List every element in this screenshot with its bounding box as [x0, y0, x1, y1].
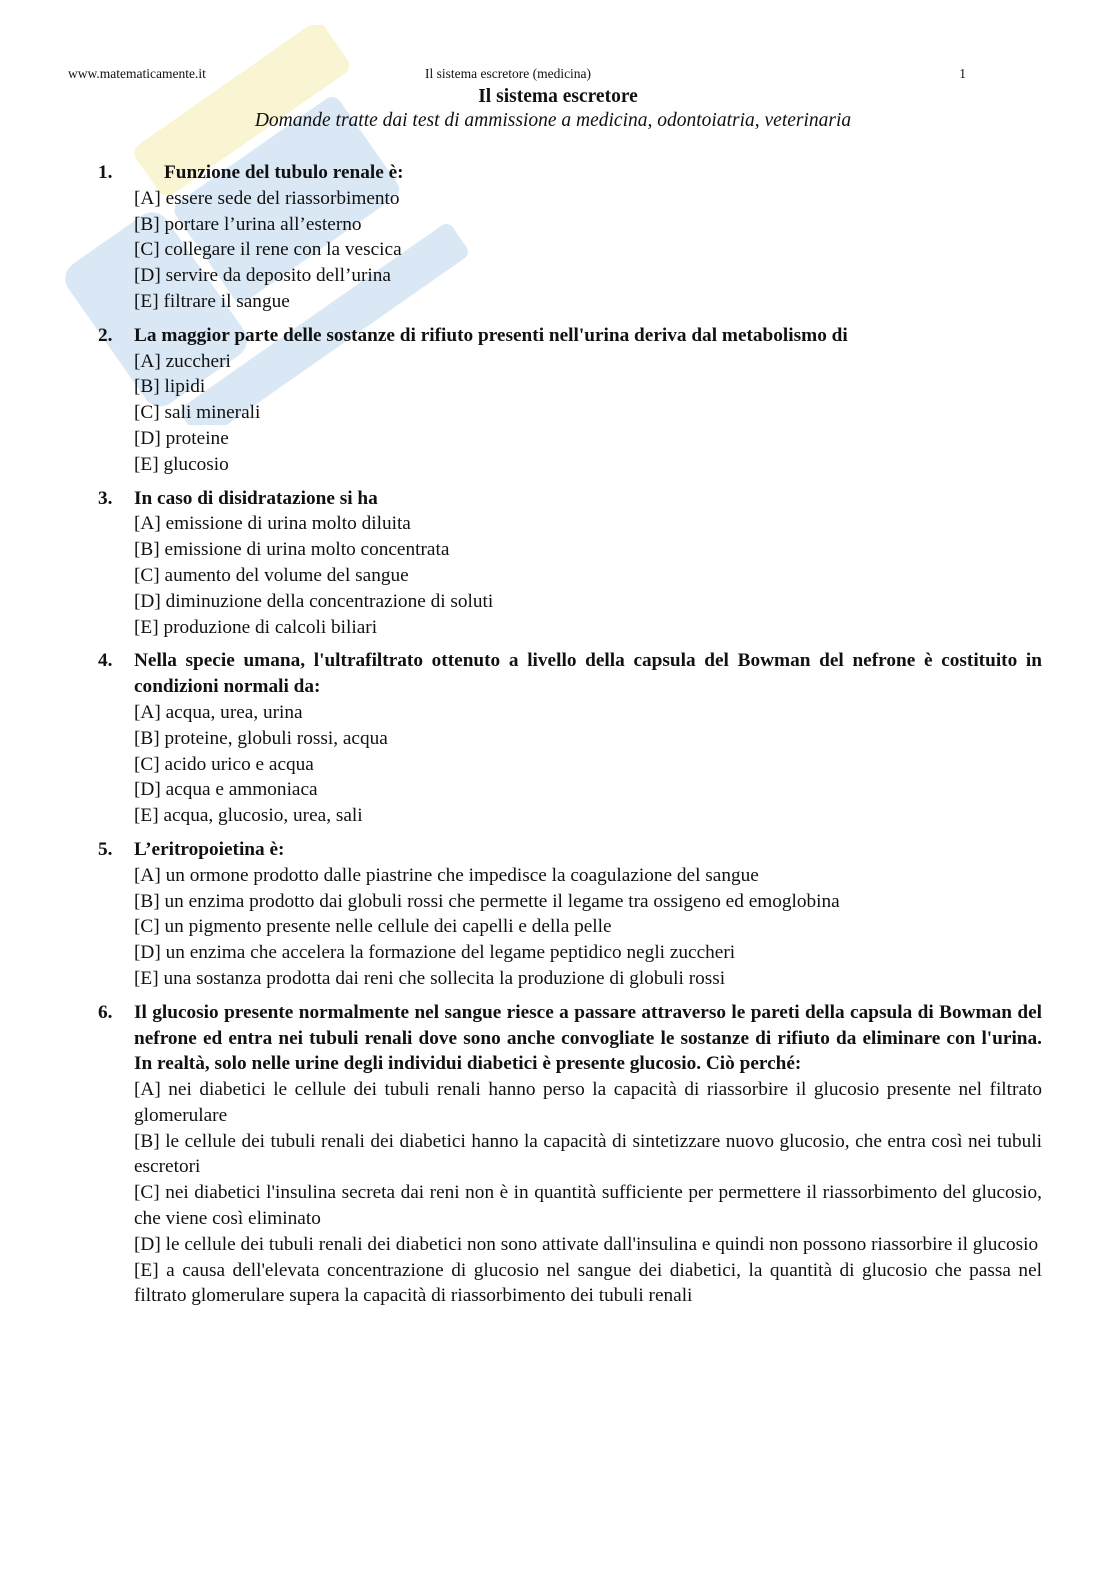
answer-option: [B] lipidi	[134, 376, 206, 398]
answer-option: [D] le cellule dei tubuli renali dei diabetici non sono attivate dall'insulina e quindi non possono riassorbire il glucosio	[134, 1233, 1039, 1255]
question-text: In caso di disidratazione si ha	[134, 487, 378, 509]
question-number: 5.	[98, 838, 113, 860]
answer-option: [E] glucosio	[134, 453, 229, 475]
answer-option: [B] portare l’urina all’esterno	[134, 213, 362, 235]
answer-option: [D] diminuzione della concentrazione di soluti	[134, 590, 494, 612]
answer-option: [A] emissione di urina molto diluita	[134, 513, 411, 535]
question-text: Funzione del tubulo renale è:	[164, 162, 404, 183]
question-2	[98, 323, 1042, 478]
answer-option: [B] emissione di urina molto concentrata	[134, 539, 450, 561]
answer-option: [B] proteine, globuli rossi, acqua	[134, 727, 388, 749]
answer-option: [C] sali minerali	[134, 402, 261, 424]
answer-option: [C] un pigmento presente nelle cellule dei capelli e della pelle	[134, 916, 612, 938]
question-text: L’eritropoietina è:	[134, 838, 285, 860]
question-number: 2.	[98, 324, 113, 346]
header-page-number: 1	[959, 66, 966, 81]
answer-option: [E] una sostanza prodotta dai reni che sollecita la produzione di globuli rossi	[134, 967, 726, 989]
answer-option: [C] nei diabetici l'insulina secreta dai reni non è in quantità sufficiente per permettere il riassorbimento del glucosio, che viene così eliminato	[134, 1182, 1042, 1230]
question-list	[98, 160, 1042, 1317]
answer-option: [C] collegare il rene con la vescica	[134, 239, 402, 261]
question-text: La maggior parte delle sostanze di rifiuto presenti nell'urina deriva dal metabolismo di	[134, 324, 848, 346]
question-number: 3.	[98, 487, 113, 509]
answer-option: [C] acido urico e acqua	[134, 753, 314, 775]
page-title: Il sistema escretore	[478, 86, 638, 107]
question-text: Nella specie umana, l'ultrafiltrato ottenuto a livello della capsula del Bowman del nefrone è costituito in condizioni normali da:	[134, 650, 1042, 698]
answer-option: [B] un enzima prodotto dai globuli rossi che permette il legame tra ossigeno ed emoglobina	[134, 890, 840, 912]
answer-option: [E] acqua, glucosio, urea, sali	[134, 805, 363, 827]
header-site: www.matematicamente.it	[68, 66, 206, 81]
answer-option: [E] filtrare il sangue	[134, 290, 290, 312]
answer-option: [A] zuccheri	[134, 350, 231, 372]
answer-option: [C] aumento del volume del sangue	[134, 564, 409, 586]
question-number: 4.	[98, 650, 113, 672]
question-text: Il glucosio presente normalmente nel sangue riesce a passare attraverso le pareti della capsula di Bowman del nefrone ed entra nei tubuli renali dove sono anche convogliate le sostanze di rifiuto da eliminare con l'urina. In realtà, solo nelle urine degli individui diabetici è presente glucosio. Ciò perché:	[134, 1001, 1042, 1075]
question-3	[98, 486, 1042, 641]
answer-option: [D] proteine	[134, 427, 229, 449]
answer-option: [D] servire da deposito dell’urina	[134, 265, 391, 287]
answer-option: [A] nei diabetici le cellule dei tubuli renali hanno perso la capacità di riassorbire il glucosio presente nel filtrato glomerulare	[134, 1079, 1042, 1126]
answer-option: [D] acqua e ammoniaca	[134, 779, 318, 801]
page-subtitle: Domande tratte dai test di ammissione a medicina, odontoiatria, veterinaria	[254, 110, 852, 131]
question-number: 1.	[98, 162, 113, 183]
answer-option: [E] a causa dell'elevata concentrazione di glucosio nel sangue dei diabetici, la quantità di glucosio che passa nel filtrato glomerulare supera la capacità di riassorbimento dei tubuli renali	[134, 1259, 1042, 1307]
question-4	[98, 648, 1042, 829]
header-doc-title: Il sistema escretore (medicina)	[425, 66, 592, 81]
answer-option: [E] produzione di calcoli biliari	[134, 616, 378, 638]
answer-option: [A] essere sede del riassorbimento	[134, 187, 400, 209]
answer-option: [A] un ormone prodotto dalle piastrine che impedisce la coagulazione del sangue	[134, 864, 759, 886]
question-5	[98, 837, 1042, 992]
question-number: 6.	[98, 1001, 113, 1023]
answer-option: [D] un enzima che accelera la formazione del legame peptidico negli zuccheri	[134, 942, 736, 964]
question-6	[98, 1000, 1042, 1310]
page-header	[68, 66, 966, 84]
question-1	[98, 160, 1042, 315]
answer-option: [B] le cellule dei tubuli renali dei diabetici hanno la capacità di sintetizzare nuovo glucosio, che entra così nei tubuli escretori	[134, 1130, 1042, 1178]
answer-option: [A] acqua, urea, urina	[134, 701, 303, 723]
